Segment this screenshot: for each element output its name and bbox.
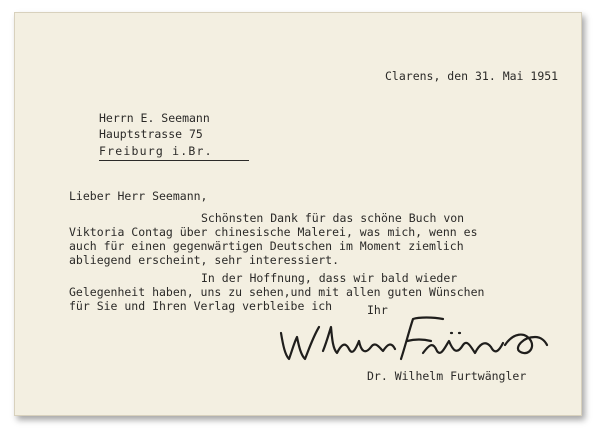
body-paragraph-2-line-3: für Sie und Ihren Verlag verbleibe ich xyxy=(69,299,333,313)
body-paragraph-1-line-1: Schönsten Dank für das schöne Buch von xyxy=(201,211,465,225)
salutation: Lieber Herr Seemann, xyxy=(69,189,208,203)
body-paragraph-2-line-1: In der Hoffnung, dass wir bald wieder xyxy=(201,271,458,285)
letter-page xyxy=(14,12,582,416)
typed-signature-name: Dr. Wilhelm Furtwängler xyxy=(367,369,527,383)
recipient-city-underline xyxy=(99,160,249,161)
recipient-city: Freiburg i.Br. xyxy=(99,144,213,158)
body-paragraph-2-line-2: Gelegenheit haben, uns zu sehen,und mit allen guten Wünschen xyxy=(69,285,485,299)
recipient-street: Hauptstrasse 75 xyxy=(99,127,203,141)
handwritten-signature xyxy=(273,311,553,371)
body-paragraph-1-line-3: auch für einen gegenwärtigen Deutschen im Moment ziemlich xyxy=(69,239,464,253)
body-paragraph-1-line-4: abliegend erscheint, sehr interessiert. xyxy=(69,253,340,267)
body-paragraph-1-line-2: Viktoria Contag über chinesische Malerei, was mich, wenn es xyxy=(69,225,478,239)
letter-date: Clarens, den 31. Mai 1951 xyxy=(385,69,559,83)
closing: Ihr xyxy=(367,303,388,317)
recipient-name: Herrn E. Seemann xyxy=(99,111,210,125)
